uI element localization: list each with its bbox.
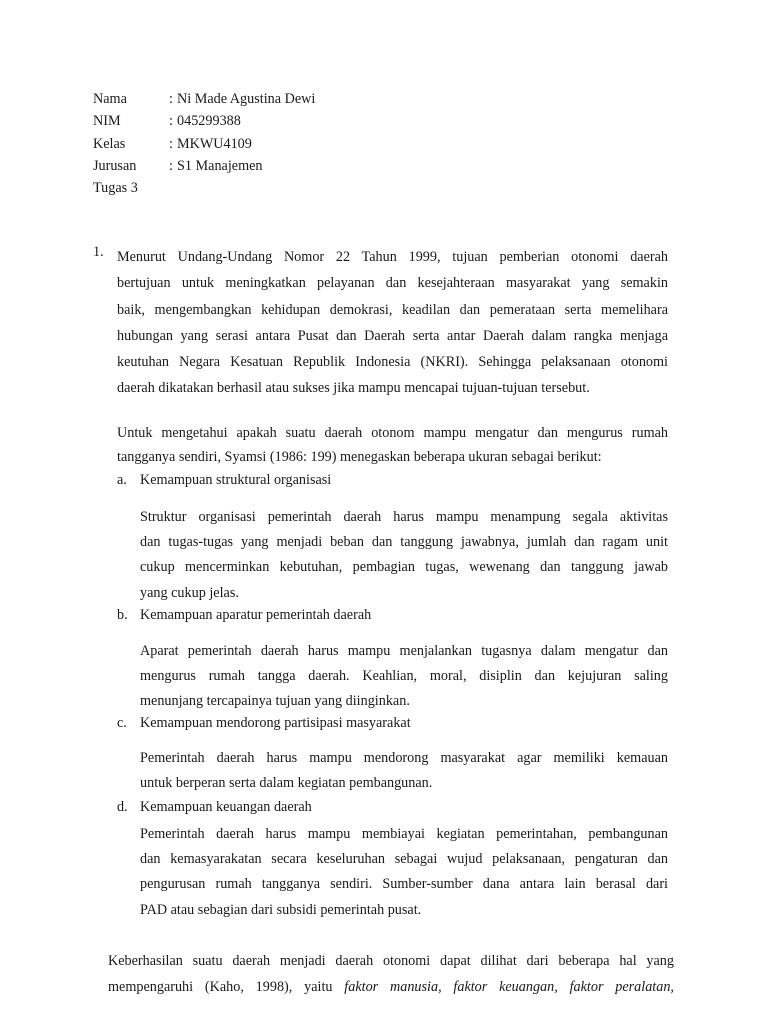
section-number: 1.	[93, 244, 104, 260]
paragraph-line: dan tugas-tugas yang menjadi beban dan tanggung jawabnya, jumlah dan ragam unit	[140, 534, 668, 551]
list-item-letter: b.	[117, 607, 128, 623]
info-colon: :	[169, 113, 173, 130]
paragraph-line: bertujuan untuk meningkatkan pelayanan dan kesejahteraan masyarakat yang semakin	[117, 275, 668, 292]
list-item-letter: a.	[117, 472, 127, 488]
paragraph-line: PAD atau sebagian dari subsidi pemerintah pusat.	[140, 901, 422, 918]
paragraph-line: pengurusan rumah tangganya sendiri. Sumber-sumber dana antara lain berasal dari	[140, 876, 668, 893]
intro-paragraph	[117, 244, 668, 402]
info-row-nim	[93, 110, 315, 132]
paragraph-line: Struktur organisasi pemerintah daerah harus mampu menampung segala aktivitas	[140, 509, 668, 525]
list-item-title: Kemampuan aparatur pemerintah daerah	[140, 607, 372, 623]
info-value: S1 Manajemen	[177, 157, 263, 174]
info-row-name	[93, 88, 315, 110]
student-info-block	[93, 88, 315, 199]
paragraph-line: baik, mengembangkan kehidupan demokrasi, keadilan dan pemerataan serta memelihara	[117, 301, 668, 318]
info-value: 045299388	[177, 113, 241, 130]
paragraph-line: Untuk mengetahui apakah suatu daerah otonom mampu mengatur dan mengurus rumah	[117, 425, 668, 441]
paragraph-line: Pemerintah daerah harus mampu membiayai kegiatan pemerintahan, pembangunan	[140, 826, 668, 842]
assignment-title: Tugas 3	[93, 180, 138, 197]
info-row-major	[93, 155, 315, 177]
italic-text: faktor manusia, faktor keuangan, faktor peralatan,	[344, 979, 674, 995]
info-value: Ni Made Agustina Dewi	[177, 91, 316, 107]
info-colon: :	[169, 91, 173, 107]
list-item-letter: d.	[117, 799, 128, 815]
list-item-title: Kemampuan keuangan daerah	[140, 799, 312, 815]
paragraph-line: Keberhasilan suatu daerah menjadi daerah otonomi dapat dilihat dari beberapa hal yang	[108, 953, 674, 969]
paragraph-line: hubungan yang serasi antara Pusat dan Daerah serta antar Daerah dalam rangka menjaga	[117, 327, 668, 344]
info-value: MKWU4109	[177, 135, 252, 152]
plain-text: mempengaruhi (Kaho, 1998), yaitu	[108, 979, 345, 995]
list-item-body	[140, 822, 668, 923]
paragraph-line: dan kemasyarakatan secara keseluruhan sebagai wujud pelaksanaan, pengaturan dan	[140, 851, 668, 868]
list-item-letter: c.	[117, 715, 127, 731]
info-colon: :	[169, 135, 173, 152]
info-label: Nama	[93, 91, 127, 107]
list-item-title: Kemampuan struktural organisasi	[140, 472, 332, 488]
paragraph-line: keutuhan Negara Kesatuan Republik Indonesia (NKRI). Sehingga pelaksanaan otonomi	[117, 354, 668, 371]
info-label: Kelas	[93, 135, 126, 152]
list-item-body	[140, 746, 668, 796]
paragraph-line: yang cukup jelas.	[140, 584, 239, 601]
list-item-body	[140, 505, 668, 606]
paragraph-line: Pemerintah daerah harus mampu mendorong masyarakat agar memiliki kemauan	[140, 750, 668, 766]
measures-paragraph	[117, 421, 668, 469]
paragraph-line: menunjang tercapainya tujuan yang diinginkan.	[140, 693, 410, 710]
paragraph-line: tangganya sendiri, Syamsi (1986: 199) menegaskan beberapa ukuran sebagai berikut:	[117, 449, 602, 465]
paragraph-line: Menurut Undang-Undang Nomor 22 Tahun 1999, tujuan pemberian otonomi daerah	[117, 249, 668, 265]
paragraph-line-mixed	[108, 974, 674, 1000]
info-row-class	[93, 133, 315, 155]
info-label: NIM	[93, 113, 121, 130]
list-item-body	[140, 639, 668, 715]
info-label: Jurusan	[93, 157, 137, 174]
paragraph-line: cukup mencerminkan kebutuhan, pembagian tugas, wewenang dan tanggung jawab	[140, 559, 668, 576]
list-item-title: Kemampuan mendorong partisipasi masyarakat	[140, 715, 411, 731]
paragraph-line: Aparat pemerintah daerah harus mampu menjalankan tugasnya dalam mengatur dan	[140, 643, 668, 659]
paragraph-line: untuk berperan serta dalam kegiatan pembangunan.	[140, 775, 433, 792]
closing-paragraph	[108, 948, 674, 1000]
paragraph-line: mengurus rumah tangga daerah. Keahlian, moral, disiplin dan kejujuran saling	[140, 668, 668, 685]
paragraph-line: daerah dikatakan berhasil atau sukses jika mampu mencapai tujuan-tujuan tersebut.	[117, 380, 590, 397]
info-colon: :	[169, 157, 173, 174]
